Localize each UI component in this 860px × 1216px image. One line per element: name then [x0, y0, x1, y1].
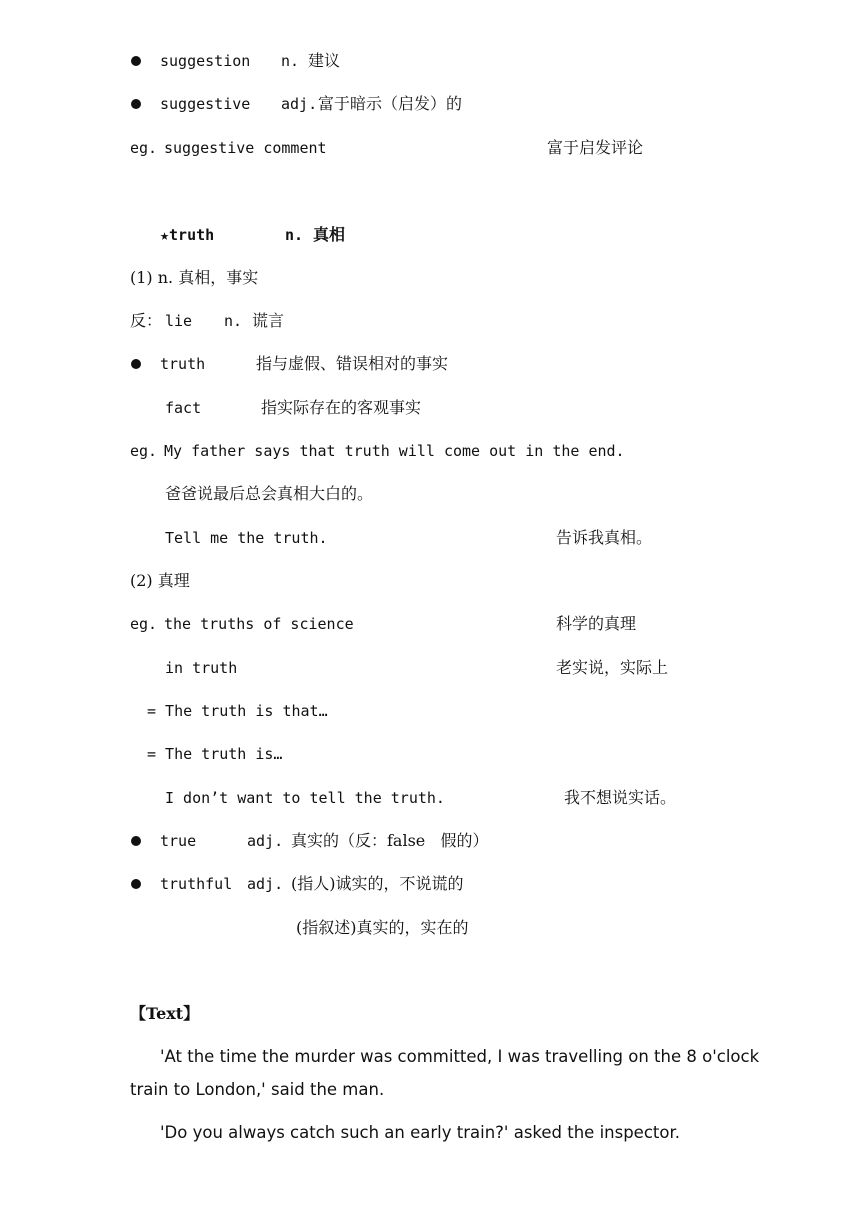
bullet-icon — [131, 836, 141, 846]
definition: (指叙述)真实的，实在的 — [296, 918, 469, 937]
bullet-icon — [131, 359, 141, 369]
text-paragraph: 'Do you always catch such an early train?' asked the inspector. — [160, 1123, 680, 1142]
example-prefix: eg. — [130, 139, 158, 157]
example-translation: 我不想说实话。 — [564, 788, 677, 807]
example-translation: 爸爸说最后总会真相大白的。 — [165, 484, 374, 503]
bullet-icon — [131, 56, 141, 66]
definition: 指实际存在的客观事实 — [261, 398, 422, 417]
part-of-speech: n. — [281, 52, 300, 70]
part-of-speech: adj. — [281, 95, 318, 113]
example-text: My father says that truth will come out in the end. — [164, 442, 625, 460]
sense-2: (2) 真理 — [130, 571, 190, 590]
vocab-word: true — [160, 832, 197, 850]
entry-heading-meaning: 真相 — [313, 225, 346, 244]
example-text: Tell me the truth. — [165, 529, 328, 547]
antonym-pos: n. — [224, 312, 243, 330]
definition: 真实的（反：false 假的） — [291, 831, 489, 850]
definition: (指人)诚实的，不说谎的 — [291, 874, 464, 893]
definition: 建议 — [308, 51, 341, 70]
example-translation: 告诉我真相。 — [556, 528, 653, 547]
sense-1: (1) n. 真相，事实 — [130, 268, 259, 287]
entry-heading-pos: n. — [285, 226, 304, 244]
definition: 指与虚假、错误相对的事实 — [256, 354, 449, 373]
antonym-meaning: 谎言 — [252, 311, 285, 330]
vocab-word: fact — [165, 399, 202, 417]
example-translation: 科学的真理 — [556, 614, 637, 633]
example-text: I don’t want to tell the truth. — [165, 789, 445, 807]
example-text: suggestive comment — [164, 139, 327, 157]
example-text: the truths of science — [164, 615, 354, 633]
section-heading: 【Text】 — [130, 1004, 200, 1023]
vocab-word: truth — [160, 355, 206, 373]
bullet-icon — [131, 879, 141, 889]
phrase: in truth — [165, 659, 238, 677]
vocab-word: suggestion — [160, 52, 251, 70]
part-of-speech: adj. — [247, 875, 284, 893]
text-paragraph: train to London,' said the man. — [130, 1080, 385, 1099]
phrase-translation: 老实说，实际上 — [556, 658, 669, 677]
part-of-speech: adj. — [247, 832, 284, 850]
vocab-word: truthful — [160, 875, 233, 893]
vocab-word: suggestive — [160, 95, 251, 113]
antonym-word: lie — [165, 312, 193, 330]
equivalent-phrase: = The truth is… — [147, 745, 283, 763]
entry-heading-word: ★truth — [160, 226, 215, 244]
example-prefix: eg. — [130, 615, 158, 633]
definition: 富于暗示（启发）的 — [318, 94, 463, 113]
equivalent-phrase: = The truth is that… — [147, 702, 328, 720]
example-translation: 富于启发评论 — [547, 138, 644, 157]
antonym-prefix: 反： — [130, 311, 163, 330]
bullet-icon — [131, 99, 141, 109]
text-paragraph: 'At the time the murder was committed, I was travelling on the 8 o'clock — [160, 1047, 760, 1066]
example-prefix: eg. — [130, 442, 158, 460]
